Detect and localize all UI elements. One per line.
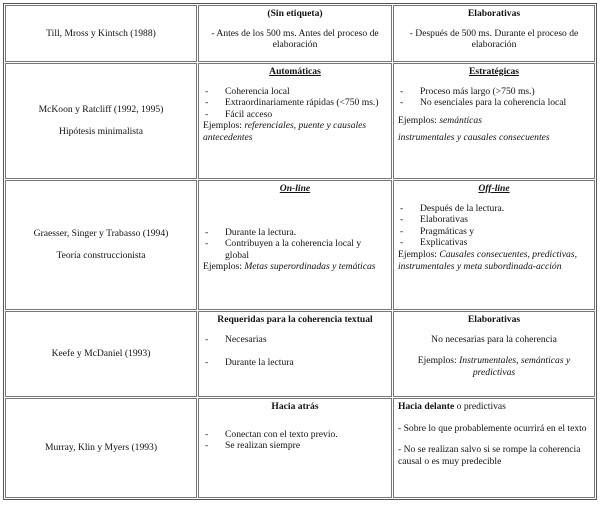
category-text: - Sobre lo que probablemente ocurrirá en el texto xyxy=(398,422,587,434)
category-heading: Elaborativas xyxy=(467,8,521,19)
category-heading: Off-line xyxy=(478,183,510,194)
category-cell xyxy=(198,63,392,179)
category-heading: Hacia atrás xyxy=(271,401,319,412)
author-cell xyxy=(5,311,197,397)
examples: Ejemplos: Instrumentales, semánticas y predictivas xyxy=(417,355,571,378)
category-cell xyxy=(198,311,392,397)
list-item: - Conectan con el texto previo. xyxy=(203,429,387,441)
examples: Ejemplos: Causales consecuentes, predictivas, instrumentales y meta subordinada-acción xyxy=(398,248,577,272)
inference-classification-table xyxy=(3,3,597,500)
list-item: - Explicativas xyxy=(398,237,590,249)
list-item: - Extraordinariamente rápidas (<750 ms.) xyxy=(203,97,387,109)
category-heading: (Sin etiqueta) xyxy=(267,8,323,19)
category-cell xyxy=(198,180,392,310)
list-item: - Se realizan siempre xyxy=(203,440,387,452)
table-row xyxy=(5,5,595,62)
list-item: - Durante la lectura xyxy=(203,357,387,369)
author-theory: Hipótesis minimalista xyxy=(59,126,143,137)
list-item: - Después de la lectura. xyxy=(398,203,590,215)
list-item: - No esenciales para la coherencia local xyxy=(398,97,590,109)
author-name: Murray, Klin y Myers (1993) xyxy=(44,442,158,454)
category-text: No necesarias para la coherencia xyxy=(431,333,557,345)
category-heading: Estratégicas xyxy=(468,66,520,77)
author-cell xyxy=(5,180,197,310)
list-item: - Fácil acceso xyxy=(203,109,387,121)
category-cell xyxy=(393,311,595,397)
list-item: - Coherencia local xyxy=(203,86,387,98)
feature-list xyxy=(398,203,590,249)
author-name: Graesser, Singer y Trabasso (1994) xyxy=(33,228,169,240)
examples: Ejemplos: referenciales, puente y causales antecedentes xyxy=(203,120,367,143)
author-cell xyxy=(5,398,197,498)
category-cell xyxy=(393,5,595,62)
category-cell xyxy=(393,180,595,310)
examples-continued: instrumentales y causales consecuentes xyxy=(398,132,550,144)
author-name: McKoon y Ratcliff (1992, 1995) xyxy=(38,104,164,116)
list-item: - Contribuyen a la coherencia local y global xyxy=(203,238,387,261)
feature-list xyxy=(203,227,387,262)
category-heading: Requeridas para la coherencia textual xyxy=(217,314,373,325)
category-cell xyxy=(393,398,595,498)
list-item: - Elaborativas xyxy=(398,214,590,226)
table-row xyxy=(5,398,595,498)
feature-list xyxy=(398,86,590,109)
list-item: - Durante la lectura. xyxy=(203,227,387,239)
category-text: - No se realizan salvo si se rompe la coherencia causal o es muy predecible xyxy=(398,444,581,467)
category-heading: On-line xyxy=(279,183,311,194)
table-row xyxy=(5,180,595,310)
examples: Ejemplos: Metas superordinadas y temáticas xyxy=(203,261,376,273)
category-heading: Automáticas xyxy=(269,66,321,77)
category-text: - Antes de los 500 ms. Antes del proceso de elaboración xyxy=(211,27,379,51)
table-row xyxy=(5,311,595,397)
author-name: Keefe y McDaniel (1993) xyxy=(51,348,151,360)
author-theory: Teoría construccionista xyxy=(56,250,146,261)
category-text: - Después de 500 ms. Durante el proceso de elaboración xyxy=(409,27,579,51)
list-item: - Pragmáticas y xyxy=(398,226,590,238)
category-cell xyxy=(198,5,392,62)
author-cell xyxy=(5,5,197,62)
category-cell xyxy=(393,63,595,179)
category-heading: Elaborativas xyxy=(467,314,521,325)
author-cell xyxy=(5,63,197,179)
list-item: - Proceso más largo (>750 ms.) xyxy=(398,86,590,98)
category-heading: Hacia delante o predictivas xyxy=(398,401,506,412)
feature-list xyxy=(203,86,387,121)
table-row xyxy=(5,63,595,179)
examples: Ejemplos: semánticas xyxy=(398,114,482,126)
list-item: - Necesarias xyxy=(203,334,387,346)
feature-list xyxy=(203,429,387,452)
feature-list xyxy=(203,334,387,369)
author-name: Till, Mross y Kintsch (1988) xyxy=(46,27,156,39)
category-cell xyxy=(198,398,392,498)
